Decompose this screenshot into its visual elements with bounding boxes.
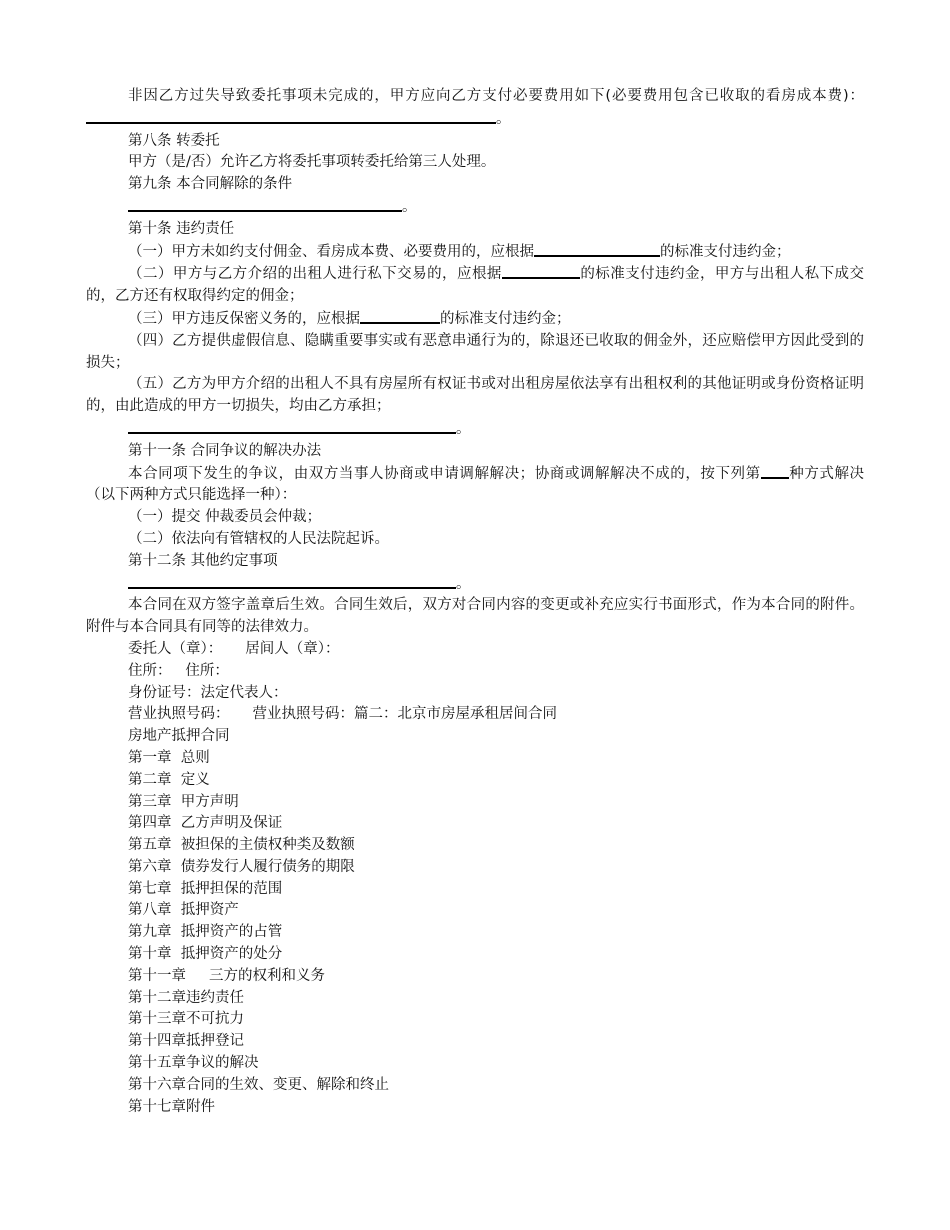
article-11-body — [86, 463, 864, 508]
text: 本合同项下发生的争议，由双方当事人协商或申请调解解决；协商或调解解决不成的，按下列第 — [128, 465, 761, 482]
effectiveness-clause: 本合同在双方签字盖章后生效。合同生效后，双方对合同内容的变更或补充应实行书面形式，作为本合同的附件。附件与本合同具有同等的法律效力。 — [86, 597, 864, 636]
toc-item: 第六章 债券发行人履行债务的期限 — [128, 858, 355, 875]
toc-item: 第十七章附件 — [128, 1098, 215, 1115]
article-11-option-1: （一）提交 仲裁委员会仲裁； — [128, 509, 322, 526]
toc-item: 第三章 甲方声明 — [128, 793, 239, 810]
toc-item: 第八章 抵押资产 — [128, 902, 239, 919]
fill-blank[interactable] — [360, 308, 440, 324]
paragraph-necessary-fees — [86, 86, 864, 131]
fill-blank[interactable] — [128, 196, 402, 212]
signature-id: 身份证号：法定代表人： — [128, 684, 288, 701]
fill-blank[interactable] — [86, 108, 496, 124]
article-12-title: 第十二条 其他约定事项 — [128, 552, 278, 569]
text: 非因乙方过失导致委托事项未完成的，甲方应向乙方支付必要费用如下(必要费用包含已收取的看房成本费)： — [128, 88, 864, 104]
toc-item: 第十一章 三方的权利和义务 — [128, 967, 326, 984]
article-10-title: 第十条 违约责任 — [128, 220, 235, 237]
toc-item: 第二章 定义 — [128, 771, 210, 788]
fill-blank[interactable] — [761, 463, 789, 479]
signature-license: 营业执照号码： 营业执照号码：篇二：北京市房屋承租居间合同 — [128, 706, 558, 723]
fill-blank[interactable] — [128, 418, 456, 434]
toc-item: 第十六章合同的生效、变更、解除和终止 — [128, 1076, 389, 1093]
fill-blank[interactable] — [534, 241, 660, 257]
toc-item: 第十五章争议的解决 — [128, 1055, 259, 1072]
toc-item: 第五章 被担保的主债权种类及数额 — [128, 837, 355, 854]
text: 的标准支付违约金； — [660, 243, 791, 260]
article-10-item-1 — [86, 241, 864, 264]
text: 。 — [402, 198, 417, 215]
text: （一）甲方未如约支付佣金、看房成本费、必要费用的，应根据 — [128, 243, 534, 260]
article-9-title: 第九条 本合同解除的条件 — [128, 176, 293, 193]
toc-list — [86, 748, 864, 1119]
article-10-item-2 — [86, 263, 864, 308]
article-10-item-3 — [86, 308, 864, 331]
signature-parties: 委托人（章）： 居间人（章）： — [128, 640, 340, 657]
fill-blank[interactable] — [128, 573, 456, 589]
text: 。 — [456, 420, 471, 437]
article-12-blank-line — [86, 573, 864, 596]
signature-address: 住所： 住所： — [128, 662, 229, 679]
text: 种方式解决（以下两种方式只能选择一种）： — [86, 465, 865, 504]
toc-item: 第四章 乙方声明及保证 — [128, 815, 283, 832]
toc-item: 第十三章不可抗力 — [128, 1011, 244, 1028]
fill-blank[interactable] — [502, 263, 580, 279]
toc-item: 第七章 抵押担保的范围 — [128, 880, 283, 897]
article-8-title: 第八条 转委托 — [128, 132, 220, 149]
article-10-item-4: （四）乙方提供虚假信息、隐瞒重要事实或有恶意串通行为的，除退还已收取的佣金外，还应赔偿甲方因此受到的损失； — [86, 332, 864, 371]
toc-item: 第一章 总则 — [128, 749, 210, 766]
toc-title: 房地产抵押合同 — [128, 728, 230, 745]
article-11-title: 第十一条 合同争议的解决办法 — [128, 442, 322, 459]
text: （三）甲方违反保密义务的，应根据 — [128, 310, 360, 327]
toc-item: 第十二章违约责任 — [128, 989, 244, 1006]
article-10-blank-line — [86, 418, 864, 441]
text: （二）甲方与乙方介绍的出租人进行私下交易的，应根据 — [128, 266, 502, 283]
toc-item: 第十章 抵押资产的处分 — [128, 946, 283, 963]
article-10-item-5: （五）乙方为甲方介绍的出租人不具有房屋所有权证书或对出租房屋依法享有出租权利的其他证明或身份资格证明的，由此造成的甲方一切损失，均由乙方承担； — [86, 376, 864, 415]
text: 。 — [496, 110, 511, 127]
article-11-option-2: （二）依法向有管辖权的人民法院起诉。 — [128, 530, 389, 547]
text: 的标准支付违约金，甲方与出租人私下成交的，乙方还有权取得约定的佣金； — [86, 266, 865, 305]
toc-item: 第九章 抵押资产的占管 — [128, 924, 283, 941]
toc-item: 第十四章抵押登记 — [128, 1033, 244, 1050]
text: 。 — [456, 575, 471, 592]
text: 的标准支付违约金； — [440, 310, 571, 327]
article-8-body: 甲方（是/否）允许乙方将委托事项转委托给第三人处理。 — [128, 154, 496, 171]
article-9-blank-line — [86, 196, 864, 219]
